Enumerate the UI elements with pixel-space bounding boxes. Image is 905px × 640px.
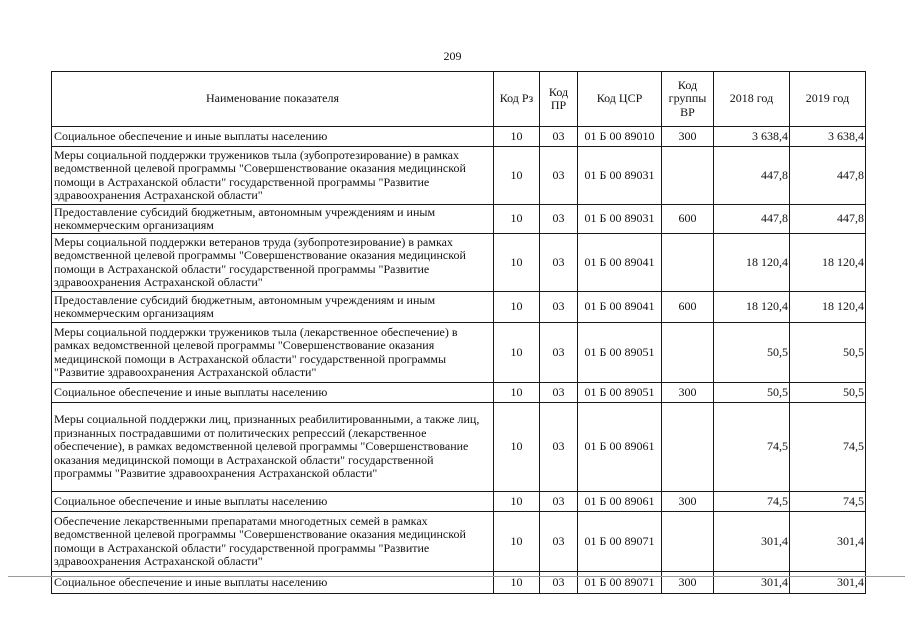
row-rz: 10	[494, 205, 540, 234]
row-2019: 301,4	[790, 512, 866, 572]
table-row	[52, 147, 866, 205]
row-csr: 01 Б 00 89071	[578, 512, 662, 572]
header-rz: Код Рз	[494, 72, 540, 127]
row-name: Меры социальной поддержки тружеников тыла (зубопротезирование) в рамках ведомственной целевой программы "Совершенствование оказания медицинской помощи в Астраханской области" государственной программы "Развитие здравоохранения Астраханской области"	[52, 147, 494, 205]
table-row	[52, 383, 866, 403]
row-vr: 300	[662, 127, 714, 147]
row-name: Меры социальной поддержки ветеранов труда (зубопротезирование) в рамках ведомственной целевой программы "Совершенствование оказания медицинской помощи в Астраханской области" государственной программы "Развитие здравоохранения Астраханской области"	[52, 234, 494, 292]
row-rz: 10	[494, 492, 540, 512]
table-row	[52, 572, 866, 594]
row-rz: 10	[494, 234, 540, 292]
header-2019: 2019 год	[790, 72, 866, 127]
row-csr: 01 Б 00 89071	[578, 572, 662, 594]
header-name: Наименование показателя	[52, 72, 494, 127]
row-2018: 74,5	[714, 492, 790, 512]
row-2018: 301,4	[714, 512, 790, 572]
row-2018: 50,5	[714, 383, 790, 403]
row-name: Социальное обеспечение и иные выплаты населению	[52, 383, 494, 403]
header-csr: Код ЦСР	[578, 72, 662, 127]
page-number: 209	[443, 49, 462, 63]
row-pr: 03	[540, 205, 578, 234]
row-vr: 600	[662, 292, 714, 323]
row-csr: 01 Б 00 89051	[578, 323, 662, 383]
row-rz: 10	[494, 323, 540, 383]
table-row	[52, 205, 866, 234]
row-pr: 03	[540, 383, 578, 403]
row-2018: 18 120,4	[714, 234, 790, 292]
row-pr: 03	[540, 492, 578, 512]
row-2018: 447,8	[714, 147, 790, 205]
row-2019: 447,8	[790, 147, 866, 205]
row-pr: 03	[540, 403, 578, 492]
table-row	[52, 234, 866, 292]
row-csr: 01 Б 00 89041	[578, 234, 662, 292]
row-2019: 3 638,4	[790, 127, 866, 147]
row-vr	[662, 512, 714, 572]
row-2019: 74,5	[790, 403, 866, 492]
row-2019: 447,8	[790, 205, 866, 234]
row-name: Меры социальной поддержки лиц, признанных реабилитированными, а также лиц, признанных пострадавшими от политических репрессий (лекарственное обеспечение), в рамках ведомственной целевой программы "Совершенствование оказания медицинской помощи в Астраханской области" государственной программы "Развитие здравоохранения Астраханской области"	[52, 403, 494, 492]
row-2019: 50,5	[790, 323, 866, 383]
row-2018: 3 638,4	[714, 127, 790, 147]
row-rz: 10	[494, 403, 540, 492]
row-2018: 74,5	[714, 403, 790, 492]
table-row	[52, 512, 866, 572]
row-pr: 03	[540, 234, 578, 292]
row-vr: 300	[662, 383, 714, 403]
row-2018: 301,4	[714, 572, 790, 594]
row-pr: 03	[540, 572, 578, 594]
row-pr: 03	[540, 292, 578, 323]
table-row	[52, 403, 866, 492]
row-rz: 10	[494, 383, 540, 403]
row-pr: 03	[540, 147, 578, 205]
row-2019: 74,5	[790, 492, 866, 512]
table-header-row	[52, 72, 866, 127]
header-2018: 2018 год	[714, 72, 790, 127]
row-2019: 50,5	[790, 383, 866, 403]
row-2018: 447,8	[714, 205, 790, 234]
scan-artifact-line	[8, 576, 905, 577]
row-2019: 18 120,4	[790, 292, 866, 323]
table-row	[52, 492, 866, 512]
row-pr: 03	[540, 323, 578, 383]
row-vr	[662, 403, 714, 492]
row-csr: 01 Б 00 89061	[578, 403, 662, 492]
row-csr: 01 Б 00 89041	[578, 292, 662, 323]
row-2019: 18 120,4	[790, 234, 866, 292]
row-2018: 18 120,4	[714, 292, 790, 323]
row-csr: 01 Б 00 89010	[578, 127, 662, 147]
row-name: Предоставление субсидий бюджетным, автономным учреждениям и иным некоммерческим организациям	[52, 205, 494, 234]
table-row	[52, 127, 866, 147]
row-name: Обеспечение лекарственными препаратами многодетных семей в рамках ведомственной целевой программы "Совершенствование оказания медицинской помощи в Астраханской области" государственной программы "Развитие здравоохранения Астраханской области"	[52, 512, 494, 572]
row-csr: 01 Б 00 89031	[578, 147, 662, 205]
row-csr: 01 Б 00 89031	[578, 205, 662, 234]
row-vr: 600	[662, 205, 714, 234]
row-rz: 10	[494, 292, 540, 323]
row-2019: 301,4	[790, 572, 866, 594]
row-name: Меры социальной поддержки тружеников тыла (лекарственное обеспечение) в рамках ведомственной целевой программы "Совершенствование оказания медицинской помощи в Астраханской области" государственной программы "Развитие здравоохранения Астраханской области"	[52, 323, 494, 383]
row-vr: 300	[662, 572, 714, 594]
header-vr: Код группы ВР	[662, 72, 714, 127]
row-vr	[662, 234, 714, 292]
row-csr: 01 Б 00 89061	[578, 492, 662, 512]
row-csr: 01 Б 00 89051	[578, 383, 662, 403]
row-pr: 03	[540, 127, 578, 147]
row-name: Предоставление субсидий бюджетным, автономным учреждениям и иным некоммерческим организациям	[52, 292, 494, 323]
row-name: Социальное обеспечение и иные выплаты населению	[52, 127, 494, 147]
row-vr	[662, 323, 714, 383]
row-pr: 03	[540, 512, 578, 572]
budget-table	[51, 71, 866, 594]
row-2018: 50,5	[714, 323, 790, 383]
row-vr	[662, 147, 714, 205]
row-vr: 300	[662, 492, 714, 512]
table-row	[52, 323, 866, 383]
table-row	[52, 292, 866, 323]
row-rz: 10	[494, 147, 540, 205]
row-rz: 10	[494, 127, 540, 147]
row-rz: 10	[494, 512, 540, 572]
row-name: Социальное обеспечение и иные выплаты населению	[52, 572, 494, 594]
row-name: Социальное обеспечение и иные выплаты населению	[52, 492, 494, 512]
header-pr: Код ПР	[540, 72, 578, 127]
row-rz: 10	[494, 572, 540, 594]
